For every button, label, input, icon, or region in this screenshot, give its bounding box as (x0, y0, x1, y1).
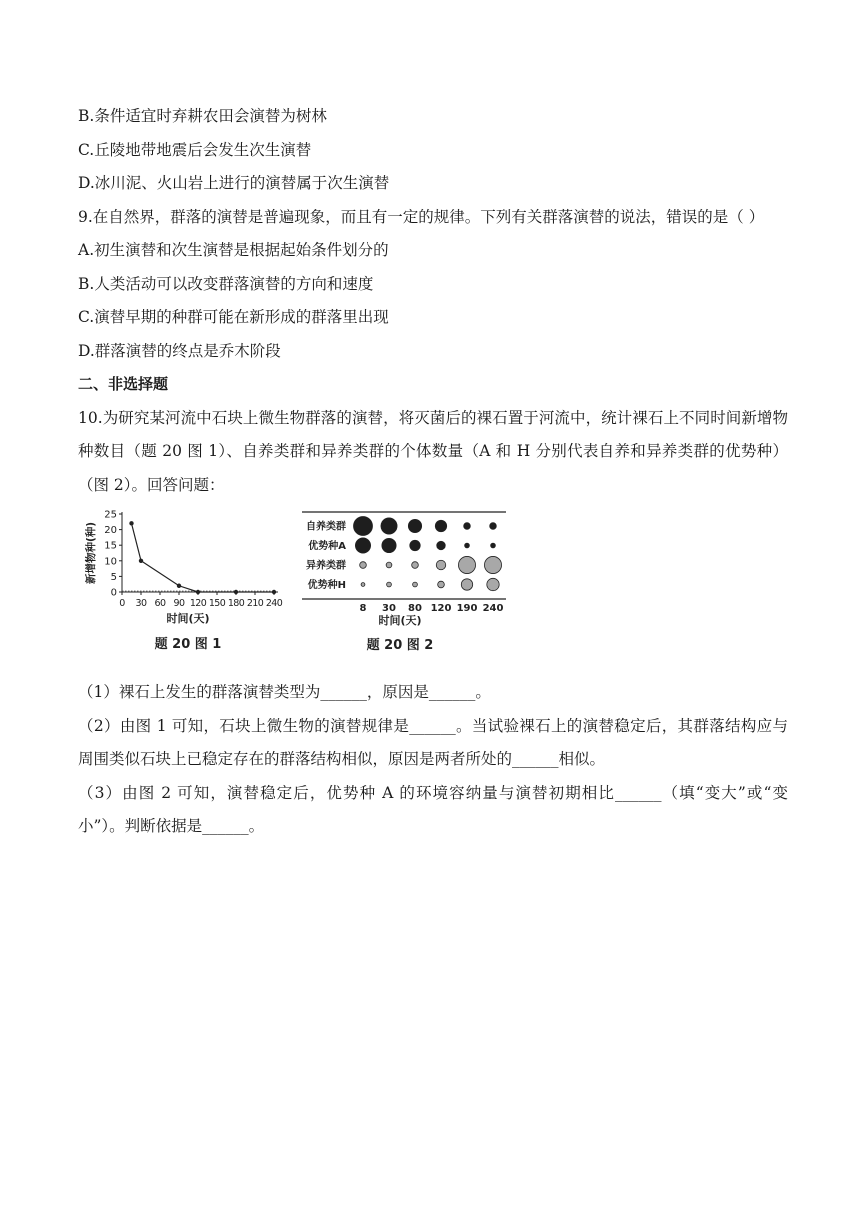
bubble-mark (487, 578, 499, 590)
bubble-mark (381, 518, 397, 534)
q9-option-a: A.初生演替和次生演替是根据起始条件划分的 (78, 241, 389, 259)
row-label: 自养类群 (306, 521, 346, 533)
data-point (139, 559, 143, 563)
row-label: 优势种A (308, 541, 346, 552)
bubble-mark (408, 519, 421, 532)
y-tick-label: 5 (110, 571, 117, 583)
data-point (129, 521, 133, 525)
bubble-mark (361, 583, 365, 587)
x-tick-label: 120 (189, 598, 207, 609)
row-label: 异养类群 (306, 560, 346, 572)
bubble-mark (465, 543, 470, 548)
data-point (177, 584, 181, 588)
section-heading: 二、非选择题 (78, 375, 169, 393)
x-tick-label: 240 (265, 598, 283, 609)
bubble-mark (438, 581, 445, 588)
bubble-mark (437, 541, 446, 550)
data-point (234, 590, 238, 594)
x-tick-label: 30 (382, 603, 396, 614)
bubble-mark (360, 562, 367, 569)
y-tick-label: 10 (104, 556, 117, 568)
q9-stem: 9.在自然界，群落的演替是普遍现象，而且有一定的规律。下列有关群落演替的说法，错误的是（ ） (78, 207, 765, 226)
x-tick-label: 120 (430, 603, 452, 614)
document-page (78, 100, 788, 844)
x-axis-label: 时间(天) (378, 614, 422, 627)
bubble-mark (387, 582, 392, 587)
y-axis-label: 新增物种(种) (85, 521, 97, 585)
x-tick-label: 150 (208, 598, 226, 609)
bubble-mark (436, 560, 446, 570)
y-tick-label: 0 (110, 587, 117, 599)
x-tick-label: 30 (135, 598, 147, 609)
data-point (196, 590, 200, 594)
bubble-mark (386, 562, 392, 568)
x-axis-label: 时间(天) (166, 612, 210, 625)
q10-stem: 10.为研究某河流中石块上微生物群落的演替，将灭菌后的裸石置于河流中，统计裸石上不同时间新增物种数目（题 20 图 1）、自养类群和异养类群的个体数量（A 和 H 分别代表自养和异养类群的优势种）（图 2）。回答问题： (78, 408, 788, 494)
q10-sub-1: （1）裸石上发生的群落演替类型为______，原因是______。 (78, 683, 491, 701)
q8-option-b: B.条件适宜时弃耕农田会演替为树林 (78, 107, 327, 125)
bubble-mark (461, 579, 472, 590)
x-tick-label: 190 (456, 603, 478, 614)
bubble-mark (435, 520, 446, 531)
y-tick-label: 20 (104, 525, 117, 537)
bubble-mark (355, 538, 370, 553)
x-tick-label: 210 (246, 598, 264, 609)
q9-option-c: C.演替早期的种群可能在新形成的群落里出现 (78, 308, 389, 326)
series-line (132, 523, 275, 592)
x-tick-label: 180 (227, 598, 245, 609)
figures-row (78, 508, 788, 676)
q9-option-d: D.群落演替的终点是乔木阶段 (78, 341, 281, 360)
bubble-mark (464, 523, 471, 530)
bubble-mark (354, 517, 373, 536)
q8-option-c: C.丘陵地带地震后会发生次生演替 (78, 140, 312, 159)
figure-2-bubble-chart (300, 508, 512, 676)
y-tick-label: 25 (104, 509, 117, 521)
q10-sub-3: （3）由图 2 可知，演替稳定后，优势种 A 的环境容纳量与演替初期相比______（填“变大”或“变小”）。判断依据是______。 (78, 783, 788, 835)
bubble-mark (412, 562, 419, 569)
figure-2-caption: 题 20 图 2 (366, 638, 434, 653)
data-point (272, 590, 276, 594)
q10-sub-2: （2）由图 1 可知，石块上微生物的演替规律是______。当试验裸石上的演替稳定后，其群落结构应与周围类似石块上已稳定存在的群落结构相似，原因是两者所处的______相似。 (78, 716, 788, 768)
bubble-mark (490, 523, 497, 530)
x-tick-label: 90 (173, 598, 185, 609)
y-tick-label: 15 (104, 540, 117, 552)
bubble-mark (413, 582, 418, 587)
figure-1-caption: 题 20 图 1 (154, 637, 222, 652)
q9-option-b: B.人类活动可以改变群落演替的方向和速度 (78, 274, 374, 293)
x-tick-label: 8 (359, 603, 367, 614)
bubble-mark (382, 538, 396, 552)
x-tick-label: 240 (482, 603, 504, 614)
x-tick-label: 80 (408, 603, 422, 614)
bubble-mark (491, 543, 496, 548)
x-tick-label: 60 (154, 598, 166, 609)
q8-option-d: D.冰川泥、火山岩上进行的演替属于次生演替 (78, 174, 390, 192)
row-label: 优势种H (307, 580, 346, 591)
x-tick-label: 0 (119, 598, 125, 609)
bubble-mark (410, 540, 420, 550)
bubble-mark (484, 556, 501, 573)
bubble-mark (458, 556, 475, 573)
figure-1-line-chart (80, 508, 290, 676)
